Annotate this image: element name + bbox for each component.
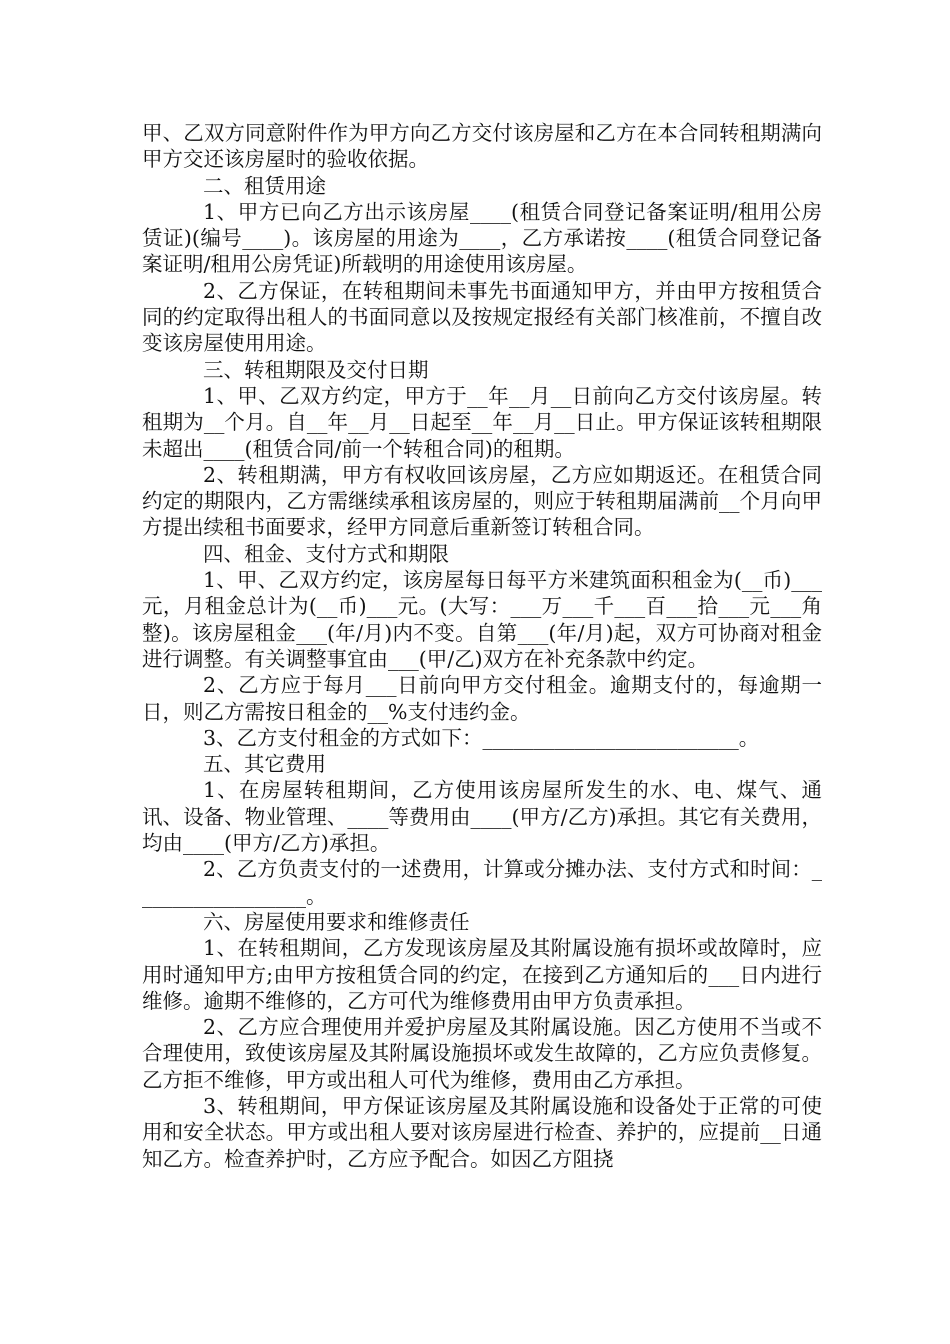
paragraph-maintenance-3: 3、转租期间，甲方保证该房屋及其附属设施和设备处于正常的可使用和安全状态。甲方或出租人要对该房屋进行检查、养护的，应提前__日通知乙方。检查养护时，乙方应予配合。如因乙方阻挠: [142, 1093, 822, 1171]
paragraph-fees-1: 1、在房屋转租期间，乙方使用该房屋所发生的水、电、煤气、通讯、设备、物业管理、____等费用由____(甲方/乙方)承担。其它有关费用，均由____(甲方/乙方)承担。: [142, 778, 822, 856]
paragraph-maintenance-2: 2、乙方应合理使用并爱护房屋及其附属设施。因乙方使用不当或不合理使用，致使该房屋及其附属设施损坏或发生故障的，乙方应负责修复。乙方拒不维修，甲方或出租人可代为维修，费用由乙方承担。: [142, 1015, 822, 1092]
document-body: [142, 120, 822, 1172]
paragraph-rent-2: 2、乙方应于每月___日前向甲方交付租金。逾期支付的，每逾期一日，则乙方需按日租金的__%支付违约金。: [142, 673, 822, 724]
section-heading-term-delivery: 三、转租期限及交付日期: [203, 357, 429, 382]
paragraph-rent-3: 3、乙方支付租金的方式如下：_________________________。: [203, 725, 760, 750]
paragraph-purpose-1: 1、甲方已向乙方出示该房屋____(租赁合同登记备案证明/租用公房赁证)(编号____)。该房屋的用途为____，乙方承诺按____(租赁合同登记备案证明/租用公房凭证)所载明的用途使用该房屋。: [142, 199, 822, 277]
paragraph-purpose-2: 2、乙方保证，在转租期间未事先书面通知甲方，并由甲方按租赁合同的约定取得出租人的书面同意以及按规定报经有关部门核准前，不擅自改变该房屋使用用途。: [142, 278, 822, 356]
section-heading-other-fees: 五、其它费用: [203, 752, 326, 777]
paragraph-rent-1: 1、甲、乙双方约定，该房屋每日每平方米建筑面积租金为(__币)___元，月租金总计为(__币)___元。(大写：___万___千___百___拾___元___角整)。该房屋租金___(年/月)内不变。自第___(年/月)起，双方可协商对租金进行调整。有关调整事宜由___(甲/乙)双方在补充条款中约定。: [142, 568, 822, 671]
paragraph-acceptance-basis: 甲、乙双方同意附件作为甲方向乙方交付该房屋和乙方在本合同转租期满向甲方交还该房屋时的验收依据。: [142, 121, 822, 172]
section-heading-rent-payment: 四、租金、支付方式和期限: [203, 541, 449, 566]
paragraph-term-2: 2、转租期满，甲方有权收回该房屋，乙方应如期返还。在租赁合同约定的期限内，乙方需继续承租该房屋的，则应于转租期届满前__个月向甲方提出续租书面要求，经甲方同意后重新签订转租合同。: [142, 462, 822, 540]
paragraph-fees-2: 2、乙方负责支付的一述费用，计算或分摊办法、支付方式和时间：_________________。: [142, 857, 822, 908]
section-heading-use-maintenance: 六、房屋使用要求和维修责任: [203, 909, 470, 934]
section-heading-lease-purpose: 二、租赁用途: [203, 173, 326, 198]
paragraph-term-1: 1、甲、乙双方约定，甲方于__年__月__日前向乙方交付该房屋。转租期为__个月。自__年__月__日起至__年__月__日止。甲方保证该转租期限未超出____(租赁合同/前一个转租合同)的租期。: [142, 383, 822, 461]
paragraph-maintenance-1: 1、在转租期间，乙方发现该房屋及其附属设施有损坏或故障时，应用时通知甲方;由甲方按租赁合同的约定，在接到乙方通知后的___日内进行维修。逾期不维修的，乙方可代为维修费用由甲方负责承担。: [142, 936, 822, 1013]
